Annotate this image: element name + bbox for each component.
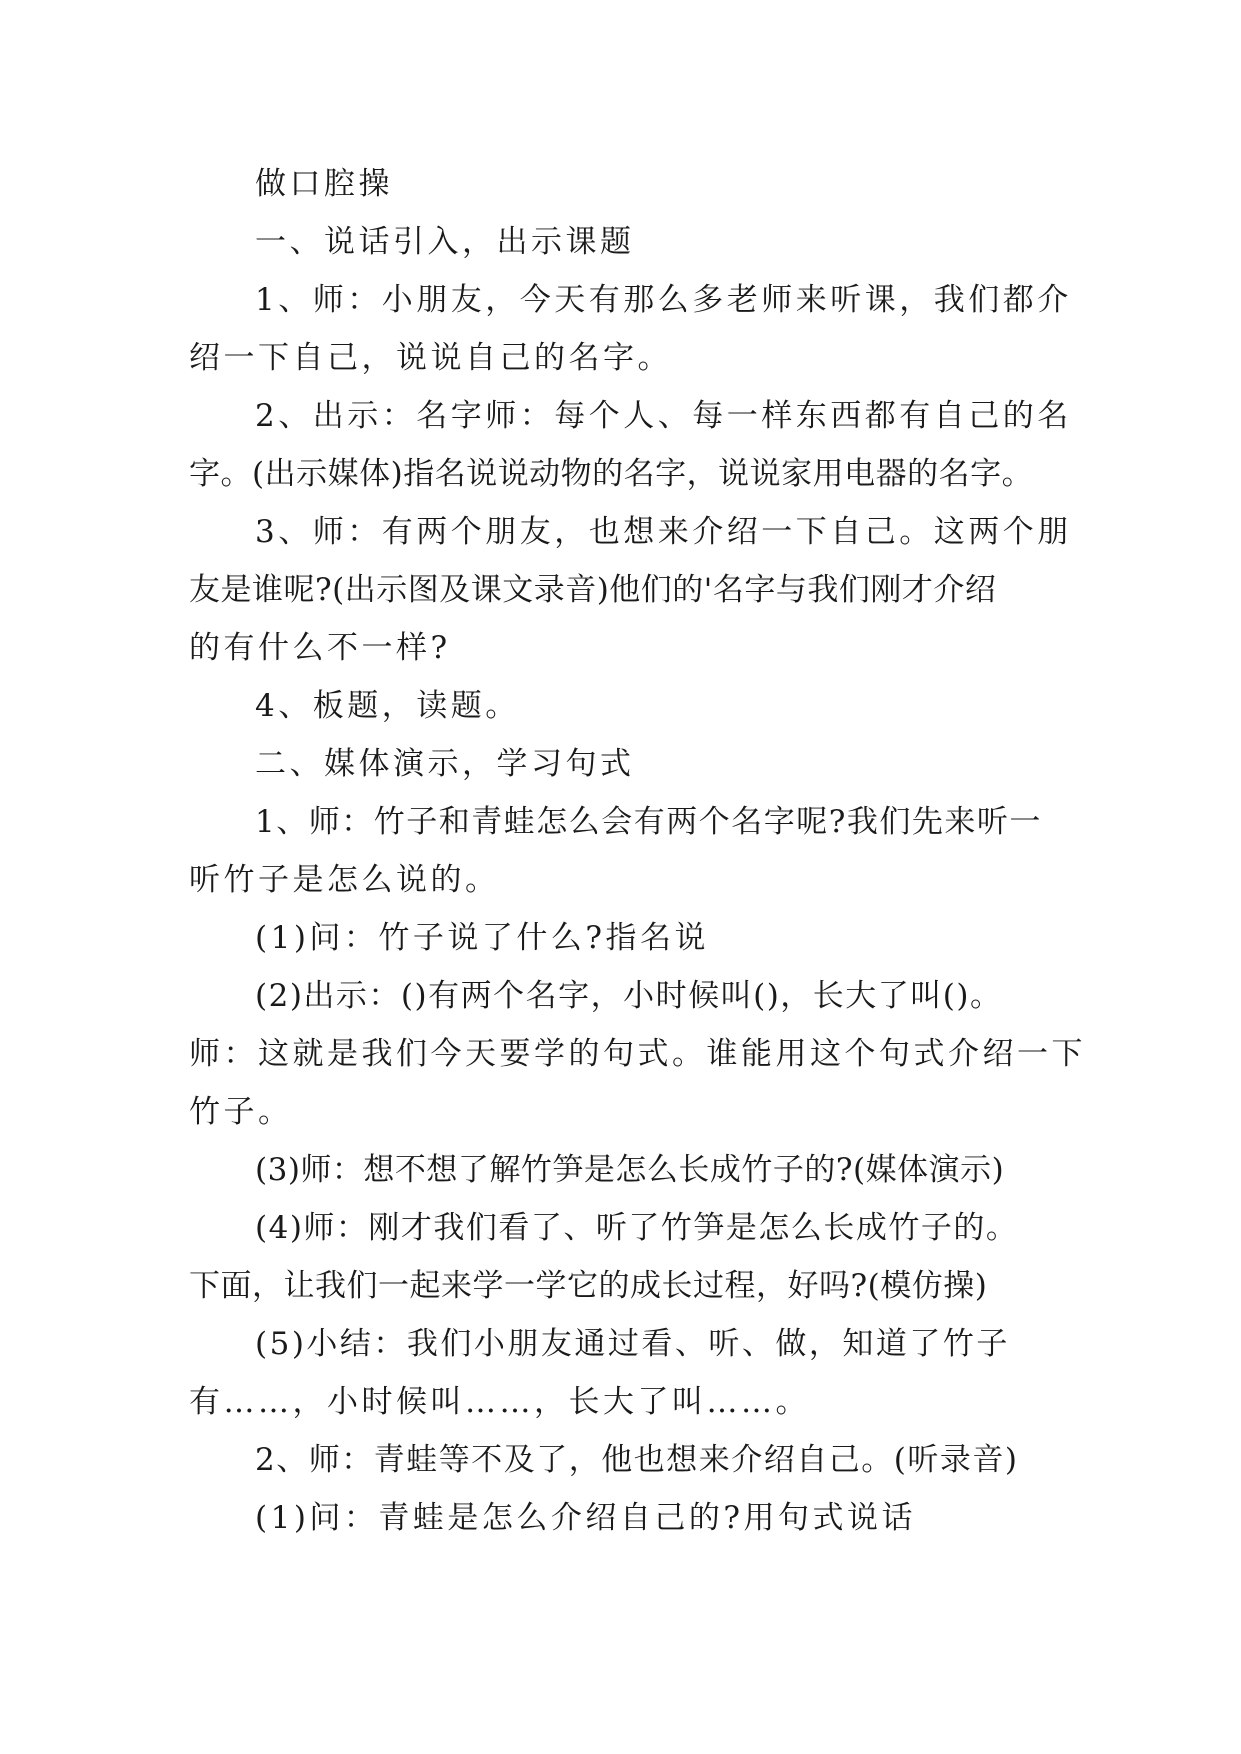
paragraph-line: 的有什么不一样? — [189, 630, 451, 666]
paragraph-line: 字。(出示媒体)指名说说动物的名字，说说家用电器的名字。 — [189, 456, 1034, 492]
paragraph-line: 4、板题，读题。 — [255, 688, 520, 724]
paragraph-line: 下面，让我们一起来学一学它的成长过程，好吗?(模仿操) — [189, 1268, 988, 1304]
paragraph-line: (1)问：竹子说了什么?指名说 — [255, 920, 710, 956]
paragraph-line: 绍一下自己，说说自己的名字。 — [189, 340, 672, 376]
paragraph-line: (2)出示：()有两个名字，小时候叫()，长大了叫()。 — [255, 978, 1003, 1014]
section-title-2: 二、媒体演示，学习句式 — [255, 746, 635, 782]
paragraph-line: 1、师：竹子和青蛙怎么会有两个名字呢?我们先来听一 — [255, 804, 1042, 840]
paragraph-line: 竹子。 — [189, 1094, 293, 1130]
paragraph-line: 1、师：小朋友，今天有那么多老师来听课，我们都介 — [255, 282, 1072, 318]
paragraph-line: (1)问：青蛙是怎么介绍自己的?用句式说话 — [255, 1500, 917, 1536]
paragraph-line: 友是谁呢?(出示图及课文录音)他们的'名字与我们刚才介绍 — [189, 572, 997, 608]
paragraph-line: (5)小结：我们小朋友通过看、听、做，知道了竹子 — [255, 1326, 1010, 1362]
paragraph-line: 有……，小时候叫……，长大了叫……。 — [189, 1384, 810, 1420]
paragraph-line: 师：这就是我们今天要学的句式。谁能用这个句式介绍一下 — [189, 1036, 1086, 1072]
paragraph-line: 2、出示：名字师：每个人、每一样东西都有自己的名 — [255, 398, 1072, 434]
paragraph-line: (3)师：想不想了解竹笋是怎么长成竹子的?(媒体演示) — [255, 1152, 1005, 1188]
section-title-1: 一、说话引入，出示课题 — [255, 224, 635, 260]
heading-mouth-exercise: 做口腔操 — [255, 166, 393, 202]
paragraph-line: 3、师：有两个朋友，也想来介绍一下自己。这两个朋 — [255, 514, 1072, 550]
paragraph-line: 2、师：青蛙等不及了，他也想来介绍自己。(听录音) — [255, 1442, 1019, 1478]
paragraph-line: (4)师：刚才我们看了、听了竹笋是怎么长成竹子的。 — [255, 1210, 1019, 1246]
paragraph-line: 听竹子是怎么说的。 — [189, 862, 500, 898]
